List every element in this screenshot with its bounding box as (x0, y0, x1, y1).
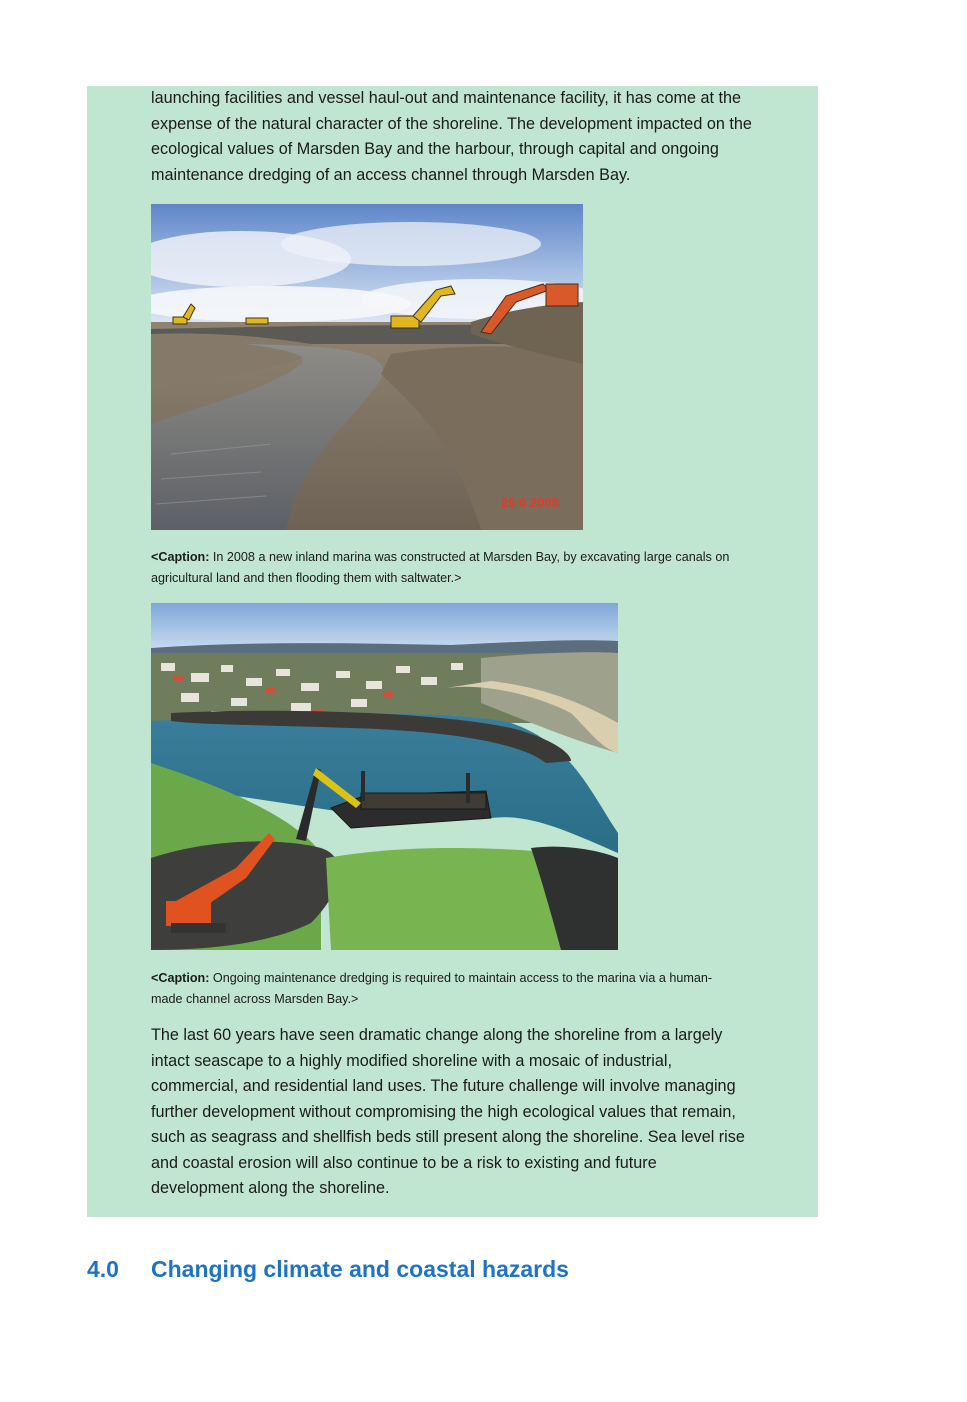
body-line-2: intact seascape to a highly modified shoreline with a mosaic of industrial, (151, 1051, 672, 1070)
figure1-caption-text-1: In 2008 a new inland marina was constructed at Marsden Bay, by excavating large canals on (209, 550, 730, 564)
figure1-caption-label: <Caption: (151, 550, 210, 564)
figure2-caption-text-1: Ongoing maintenance dredging is required to maintain access to the marina via a human- (209, 971, 713, 985)
intro-paragraph (151, 86, 819, 188)
intro-line-1: launching facilities and vessel haul-out and maintenance facility, it has come at the (151, 89, 741, 107)
body-line-7: development along the shoreline. (151, 1179, 390, 1197)
intro-line-2: expense of the natural character of the shoreline. The development impacted on the (151, 114, 752, 133)
body-line-4: further development without compromising the high ecological values that remain, (151, 1102, 736, 1121)
figure2-caption (151, 968, 819, 1009)
figure2-caption-label: <Caption: (151, 971, 210, 985)
figure1-caption (151, 547, 819, 588)
section-heading (87, 1256, 569, 1283)
intro-line-4: maintenance dredging of an access channel through Marsden Bay. (151, 165, 631, 184)
body-paragraph (151, 1023, 819, 1202)
marina-construction-photo (151, 204, 583, 530)
photo-date-stamp: 26 6 2008 (501, 495, 559, 510)
figure1-caption-text-2: agricultural land and then flooding them with saltwater.> (151, 570, 462, 585)
section-title: Changing climate and coastal hazards (151, 1256, 569, 1282)
body-line-6: and coastal erosion will also continue to be a risk to existing and future (151, 1153, 657, 1172)
intro-line-3: ecological values of Marsden Bay and the harbour, through capital and ongoing (151, 140, 719, 158)
marina-dredging-aerial-photo (151, 603, 618, 950)
figure2-caption-text-2: made channel across Marsden Bay.> (151, 991, 359, 1006)
body-line-5: such as seagrass and shellfish beds still present along the shoreline. Sea level rise (151, 1128, 745, 1146)
section-number: 4.0 (87, 1256, 119, 1282)
body-line-3: commercial, and residential land uses. The future challenge will involve managing (151, 1077, 736, 1095)
body-line-1: The last 60 years have seen dramatic change along the shoreline from a largely (151, 1026, 723, 1044)
